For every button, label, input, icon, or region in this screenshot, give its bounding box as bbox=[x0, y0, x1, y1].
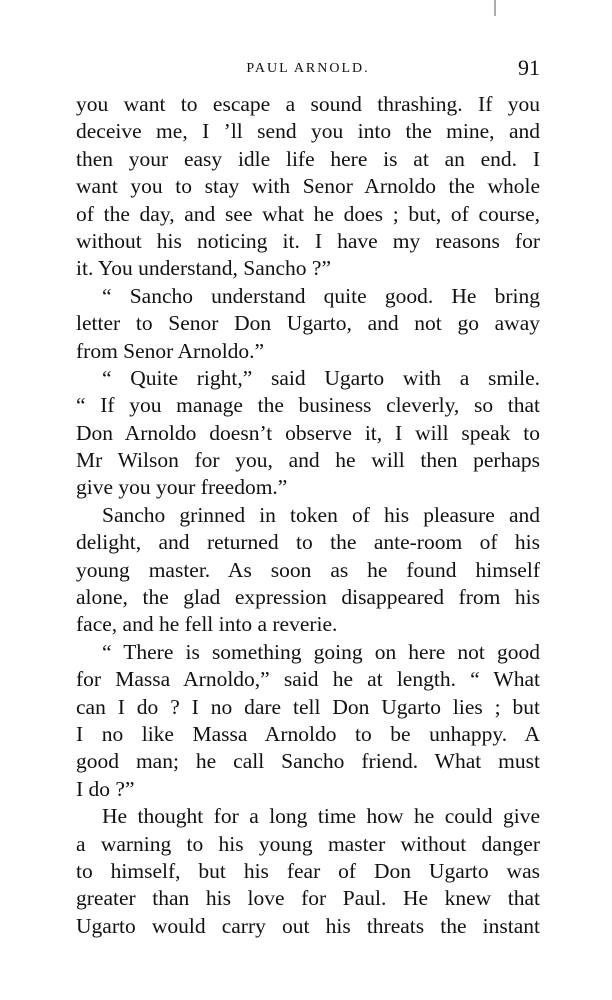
text-line: then your easy idle life here is at an end. I bbox=[76, 146, 540, 171]
text-line: young master. As soon as he found himself bbox=[76, 557, 540, 582]
text-line: letter to Senor Don Ugarto, and not go away bbox=[76, 311, 540, 336]
body-text bbox=[76, 91, 540, 940]
text-line: of the day, and see what he does ; but, of course, bbox=[76, 201, 540, 226]
text-line: a warning to his young master without danger bbox=[76, 831, 540, 856]
text-line: give you your freedom.” bbox=[76, 475, 288, 500]
text-line: “ If you manage the business cleverly, so that bbox=[76, 393, 540, 418]
text-line: greater than his love for Paul. He knew that bbox=[76, 886, 540, 911]
page-number: 91 bbox=[518, 55, 540, 80]
text-line: for Massa Arnoldo,” said he at length. “ What bbox=[76, 667, 540, 692]
text-line: from Senor Arnoldo.” bbox=[76, 338, 265, 363]
text-line: I no like Massa Arnoldo to be unhappy. A bbox=[76, 721, 540, 746]
text-line: to himself, but his fear of Don Ugarto was bbox=[76, 858, 540, 883]
text-line: can I do ? I no dare tell Don Ugarto lies ; but bbox=[76, 694, 540, 719]
text-line: delight, and returned to the ante-room of his bbox=[76, 530, 540, 555]
text-line: want you to stay with Senor Arnoldo the whole bbox=[76, 174, 540, 199]
text-line: Sancho grinned in token of his pleasure and bbox=[102, 502, 540, 527]
page-header bbox=[76, 55, 540, 85]
text-line: I do ?” bbox=[76, 776, 135, 801]
text-line: “ Sancho understand quite good. He bring bbox=[102, 283, 540, 308]
text-line: “ There is something going on here not good bbox=[102, 639, 540, 664]
text-line: face, and he fell into a reverie. bbox=[76, 612, 338, 637]
text-line: “ Quite right,” said Ugarto with a smile. bbox=[102, 365, 540, 390]
text-line: Don Arnoldo doesn’t observe it, I will speak to bbox=[76, 420, 540, 445]
text-line: Ugarto would carry out his threats the instant bbox=[76, 913, 540, 938]
text-line: alone, the glad expression disappeared from his bbox=[76, 585, 540, 610]
running-title: PAUL ARNOLD. bbox=[246, 61, 370, 76]
text-line: you want to escape a sound thrashing. If you bbox=[76, 92, 540, 116]
text-line: Mr Wilson for you, and he will then perhaps bbox=[76, 448, 540, 473]
text-line: good man; he call Sancho friend. What must bbox=[76, 749, 540, 774]
text-line: it. You understand, Sancho ?” bbox=[76, 256, 331, 281]
text-line: without his noticing it. I have my reasons for bbox=[76, 228, 540, 253]
text-line: He thought for a long time how he could give bbox=[102, 804, 540, 829]
stray-mark bbox=[494, 0, 496, 16]
text-line: deceive me, I ’ll send you into the mine, and bbox=[76, 119, 540, 144]
